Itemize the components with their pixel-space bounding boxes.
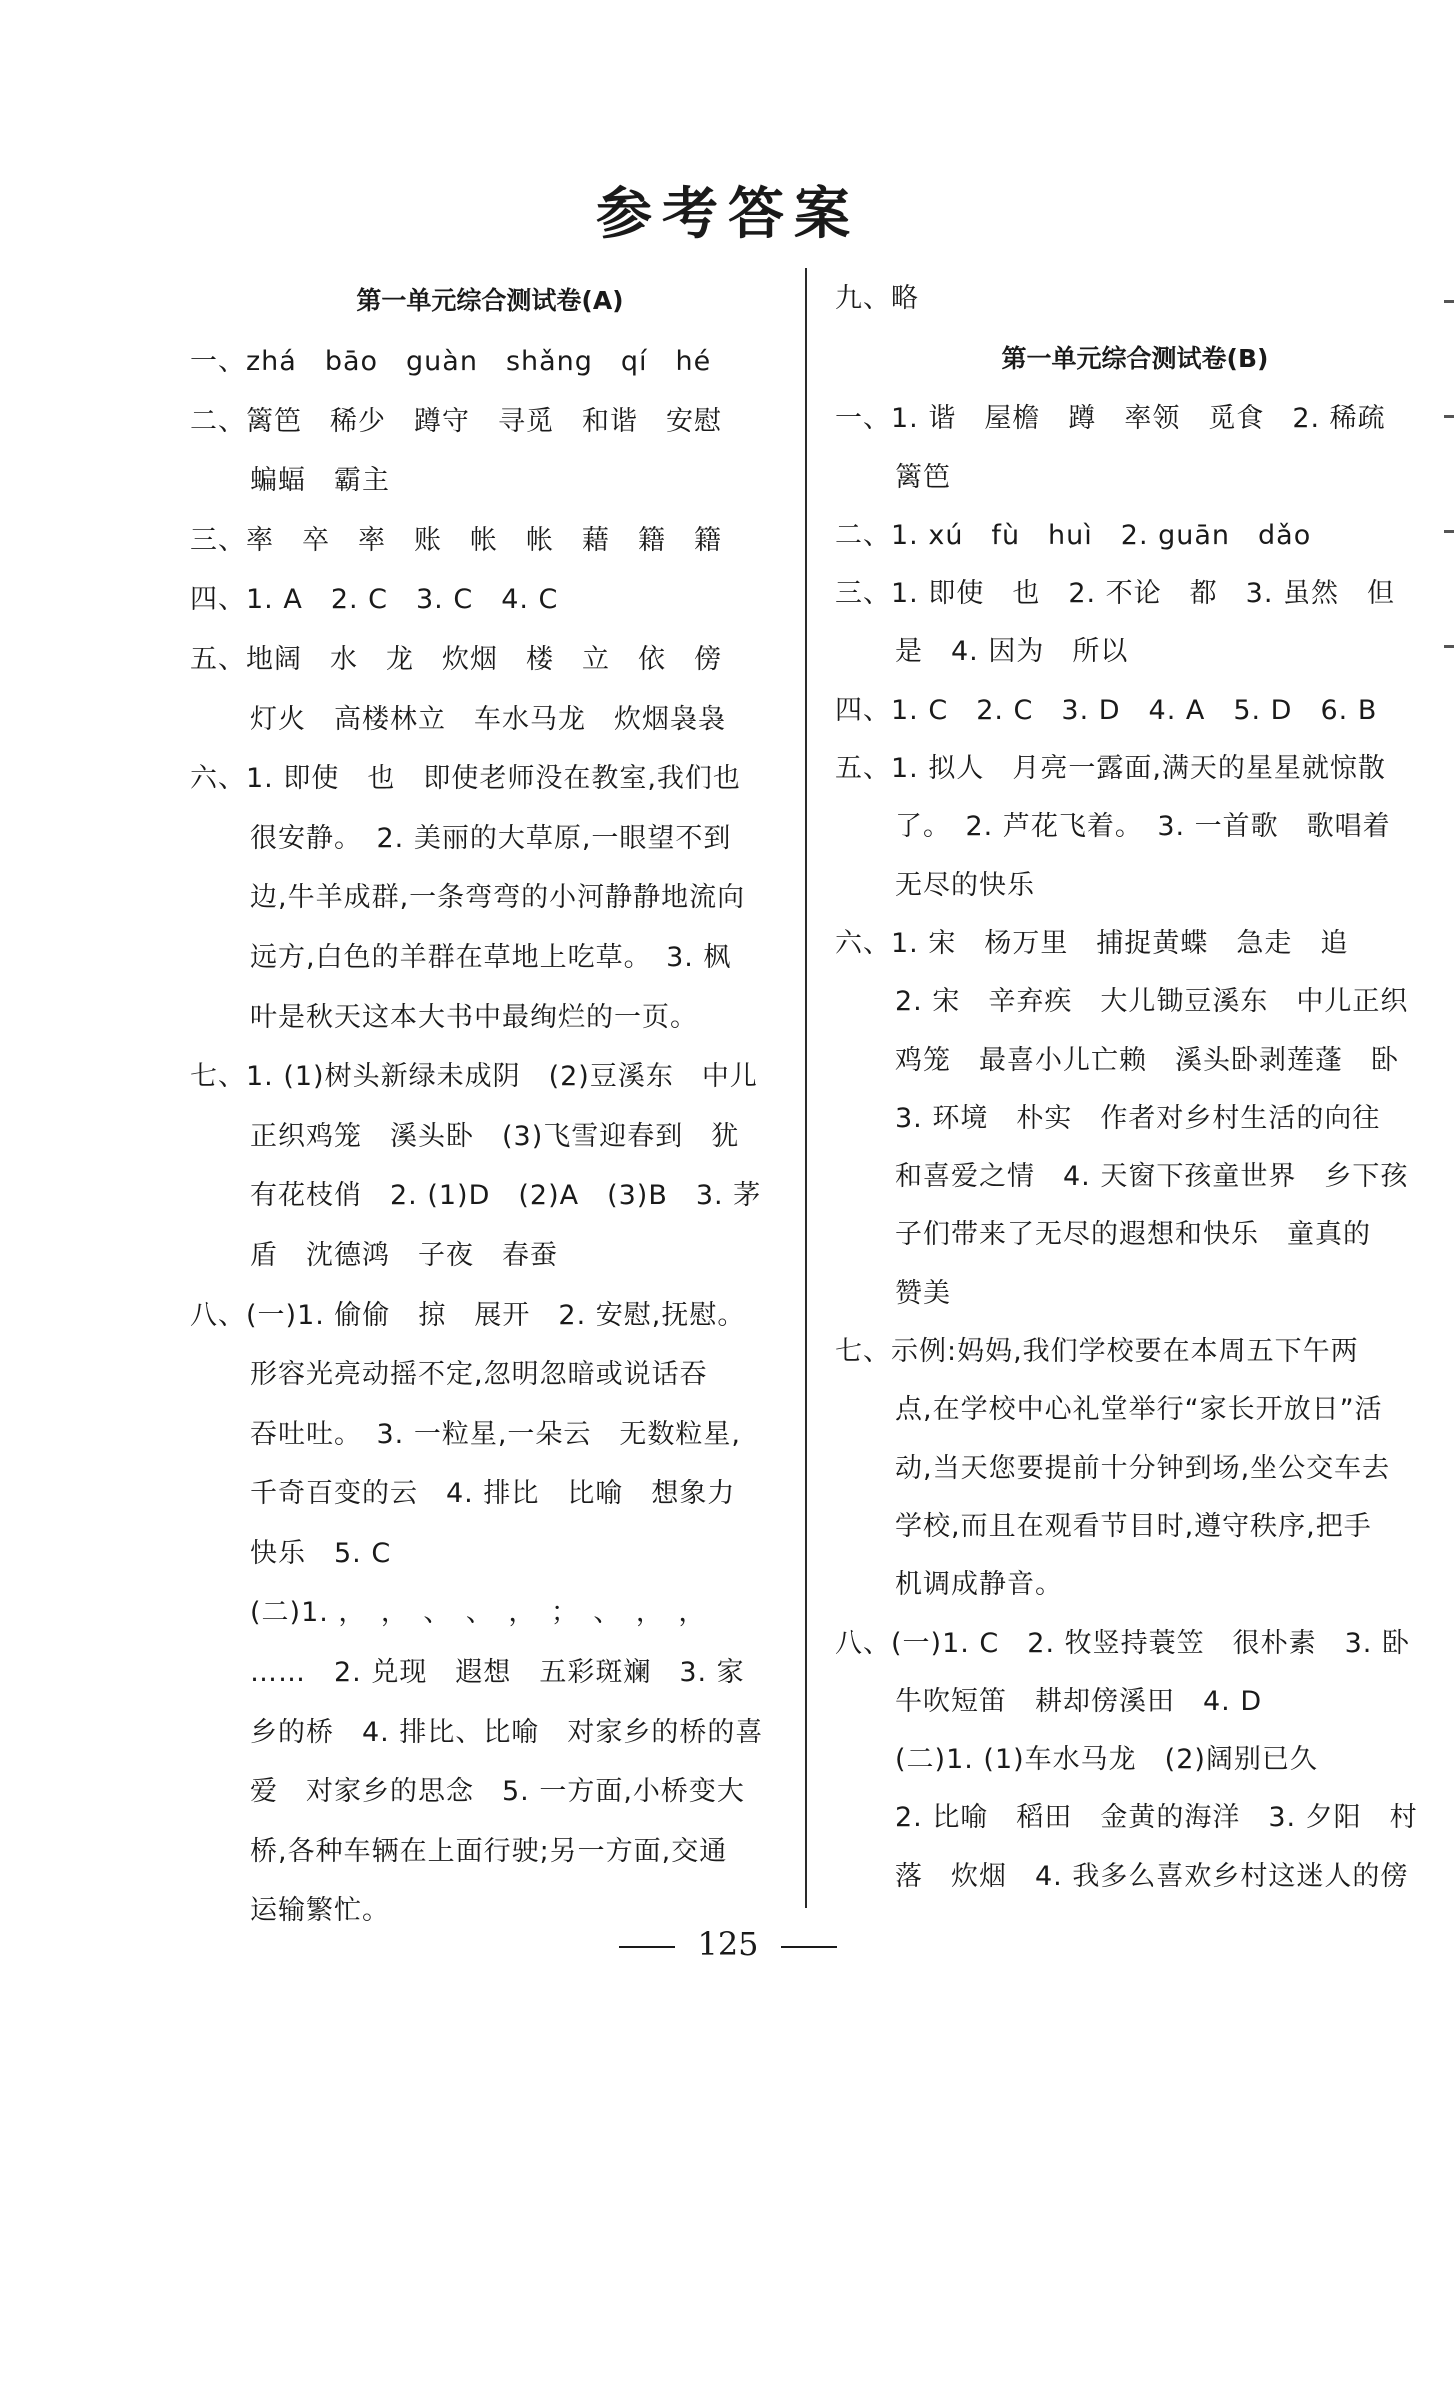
answer-line: 学校,而且在观看节目时,遵守秩序,把手: [895, 1510, 1372, 1542]
answer-line: 桥,各种车辆在上面行驶;另一方面,交通: [250, 1835, 728, 1867]
page-number-text: 125: [697, 1925, 759, 1963]
answer-line: 点,在学校中心礼堂举行“家长开放日”活: [895, 1394, 1383, 1426]
answer-line: 运输繁忙。: [250, 1895, 390, 1927]
answer-line: 机调成静音。: [895, 1569, 1063, 1601]
edge-mark: [1444, 645, 1454, 648]
page-title: 参考答案: [596, 181, 860, 247]
section-title-a: 第一单元综合测试卷(A): [356, 286, 624, 315]
answer-line: 2. 宋 辛弃疾 大儿锄豆溪东 中儿正织: [895, 986, 1409, 1018]
dash-left: [619, 1946, 675, 1948]
answer-line: 二、1. xú fù huì 2. guān dǎo: [835, 519, 1312, 551]
edge-mark: [1444, 300, 1454, 303]
dash-right: [781, 1946, 837, 1948]
column-divider: [805, 268, 807, 1908]
answer-line: 很安静。 2. 美丽的大草原,一眼望不到: [250, 822, 732, 854]
answer-line: 篱笆: [895, 461, 951, 493]
answer-line: 有花枝俏 2. (1)D (2)A (3)B 3. 茅: [250, 1180, 762, 1212]
answer-line: 九、略: [835, 283, 919, 314]
page-number: [0, 1925, 1456, 1963]
answer-line: 爱 对家乡的思念 5. 一方面,小桥变大: [250, 1776, 745, 1808]
answer-line: 一、1. 谐 屋檐 蹲 率领 觅食 2. 稀疏: [835, 403, 1386, 435]
answer-line: 二、篱笆 稀少 蹲守 寻觅 和谐 安慰: [190, 405, 722, 437]
answer-line: 2. 比喻 稻田 金黄的海洋 3. 夕阳 村: [895, 1802, 1418, 1834]
answer-line: (二)1. ， ， 、 、 ， ； 、 ， ，: [250, 1597, 707, 1629]
answer-line: 和喜爱之情 4. 天窗下孩童世界 乡下孩: [895, 1161, 1409, 1193]
answer-line: 四、1. C 2. C 3. D 4. A 5. D 6. B: [835, 694, 1378, 726]
answer-line: 鸡笼 最喜小儿亡赖 溪头卧剥莲蓬 卧: [895, 1044, 1399, 1076]
answer-line: 八、(一)1. C 2. 牧竖持蓑笠 很朴素 3. 卧: [835, 1627, 1410, 1659]
answer-line: 3. 环境 朴实 作者对乡村生活的向往: [895, 1102, 1381, 1134]
answer-line: 吞吐吐。 3. 一粒星,一朵云 无数粒星,: [250, 1418, 742, 1450]
answer-line: 蝙蝠 霸主: [250, 465, 390, 497]
answer-line: 是 4. 因为 所以: [895, 636, 1129, 668]
answer-line: 乡的桥 4. 排比、比喻 对家乡的桥的喜: [250, 1716, 764, 1748]
answer-line: 七、示例:妈妈,我们学校要在本周五下午两: [835, 1336, 1359, 1368]
right-column: [835, 270, 1435, 1906]
answer-line: 远方,白色的羊群在草地上吃草。 3. 枫: [250, 941, 732, 973]
section-title-b: 第一单元综合测试卷(B): [1001, 344, 1269, 374]
answer-line: 千奇百变的云 4. 排比 比喻 想象力: [250, 1478, 736, 1510]
answer-line: 五、地阔 水 龙 炊烟 楼 立 依 傍: [190, 643, 722, 675]
answer-line: 一、zhá bāo guàn shǎng qí hé: [190, 346, 712, 377]
left-column: [190, 270, 790, 1941]
answer-line: 子们带来了无尽的遐想和快乐 童真的: [895, 1219, 1371, 1251]
answer-line: 六、1. 即使 也 即使老师没在教室,我们也: [190, 763, 741, 795]
answer-line: 边,牛羊成群,一条弯弯的小河静静地流向: [250, 882, 746, 914]
answer-line: 叶是秋天这本大书中最绚烂的一页。: [250, 1001, 698, 1033]
answer-line: 八、(一)1. 偷偷 掠 展开 2. 安慰,抚慰。: [190, 1299, 746, 1331]
answer-line: (二)1. (1)车水马龙 (2)阔别已久: [895, 1744, 1318, 1776]
answer-line: 了。 2. 芦花飞着。 3. 一首歌 歌唱着: [895, 811, 1391, 843]
answer-line: 三、1. 即使 也 2. 不论 都 3. 虽然 但: [835, 578, 1396, 610]
answer-line: 无尽的快乐: [895, 869, 1035, 901]
answer-line: 落 炊烟 4. 我多么喜欢乡村这迷人的傍: [895, 1860, 1409, 1892]
answer-line: 灯火 高楼林立 车水马龙 炊烟袅袅: [250, 703, 726, 735]
answer-line: 正织鸡笼 溪头卧 (3)飞雪迎春到 犹: [250, 1120, 740, 1152]
edge-mark: [1444, 530, 1454, 533]
answer-line: 动,当天您要提前十分钟到场,坐公交车去: [895, 1452, 1391, 1484]
answer-line: …… 2. 兑现 遐想 五彩斑斓 3. 家: [250, 1657, 745, 1689]
answer-line: 牛吹短笛 耕却傍溪田 4. D: [895, 1685, 1263, 1717]
answer-line: 形容光亮动摇不定,忽明忽暗或说话吞: [250, 1359, 708, 1391]
edge-mark: [1444, 415, 1454, 418]
answer-line: 七、1. (1)树头新绿未成阴 (2)豆溪东 中儿: [190, 1061, 758, 1093]
answer-line: 赞美: [895, 1277, 951, 1309]
answer-line: 六、1. 宋 杨万里 捕捉黄蝶 急走 追: [835, 927, 1349, 959]
answer-line: 四、1. A 2. C 3. C 4. C: [190, 584, 559, 616]
answer-line: 三、率 卒 率 账 帐 帐 藉 籍 籍: [190, 524, 722, 556]
answer-line: 盾 沈德鸿 子夜 春蚕: [250, 1239, 558, 1271]
answer-line: 快乐 5. C: [250, 1537, 392, 1569]
answer-line: 五、1. 拟人 月亮一露面,满天的星星就惊散: [835, 753, 1386, 785]
